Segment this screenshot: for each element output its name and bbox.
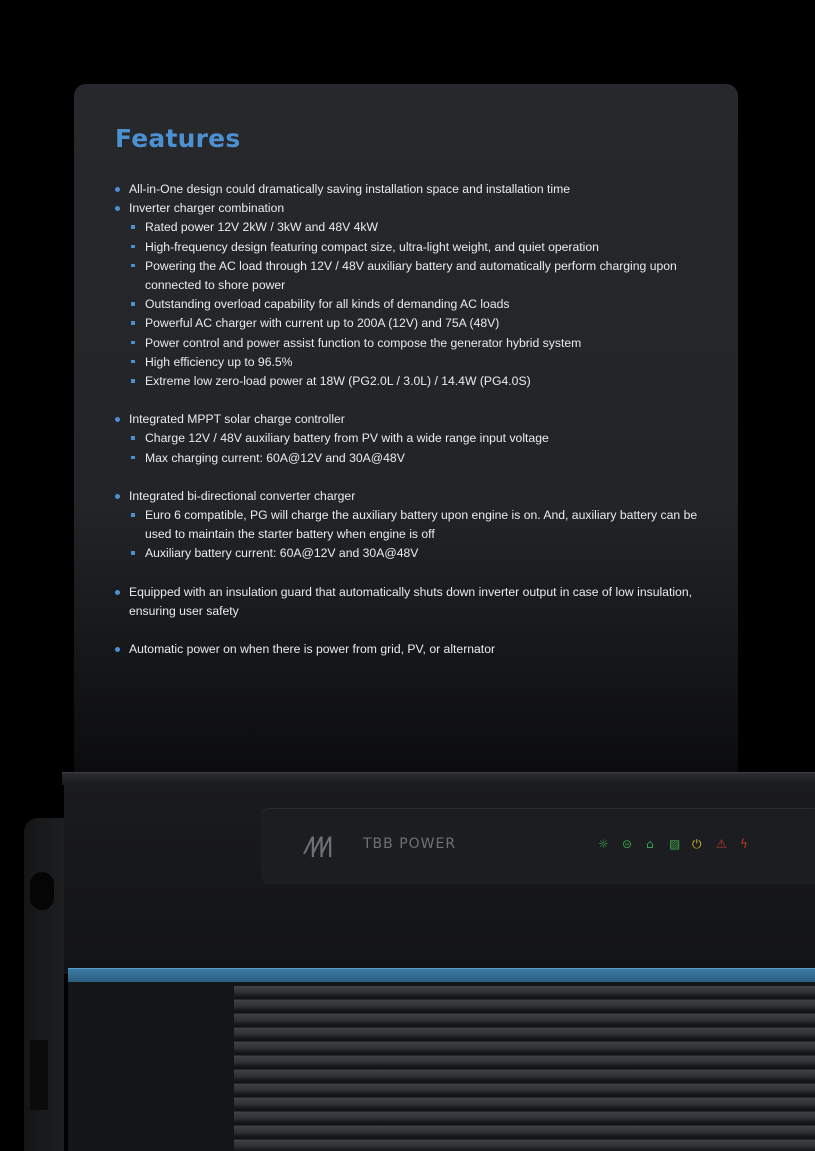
feature-item-text: Automatic power on when there is power from grid, PV, or alternator	[129, 642, 496, 657]
feature-item-text: Integrated bi-directional converter charger	[129, 488, 356, 503]
feature-sublist	[114, 218, 704, 391]
feature-sublist	[114, 429, 704, 467]
feature-subitem: Rated power 12V 2kW / 3kW and 48V 4kW	[130, 218, 704, 237]
feature-subitem: Power control and power assist function to compose the generator hybrid system	[130, 334, 704, 353]
feature-item	[114, 487, 704, 506]
feature-subitem: Extreme low zero-load power at 18W (PG2.0L / 3.0L) / 14.4W (PG4.0S)	[130, 372, 704, 391]
sun-icon: ☼	[598, 837, 609, 851]
features-title: Features	[115, 124, 241, 153]
feature-item	[114, 583, 704, 621]
battery-icon: ▨	[669, 837, 681, 851]
ac-icon: ⊝	[622, 837, 633, 851]
feature-item-text: Inverter charger combination	[129, 201, 285, 216]
feature-group	[114, 487, 704, 564]
feature-subitem: Auxiliary battery current: 60A@12V and 30A@48V	[130, 544, 704, 563]
feature-subitem: Charge 12V / 48V auxiliary battery from PV with a wide range input voltage	[130, 429, 704, 448]
bolt-icon: ϟ	[740, 837, 748, 851]
bracket-slot	[30, 1040, 48, 1110]
feature-subitem: High efficiency up to 96.5%	[130, 353, 704, 372]
device-heatsink-fins	[234, 986, 815, 1151]
feature-item	[114, 640, 704, 659]
feature-item	[114, 180, 704, 199]
bracket-hole	[30, 872, 54, 910]
feature-subitem: Outstanding overload capability for all kinds of demanding AC loads	[130, 295, 704, 314]
feature-subitem: High-frequency design featuring compact size, ultra-light weight, and quiet operation	[130, 238, 704, 257]
features-list	[114, 180, 704, 678]
power-icon: ⏻	[692, 837, 702, 851]
warning-icon: ⚠	[716, 837, 727, 851]
feature-subitem: Max charging current: 60A@12V and 30A@48V	[130, 449, 704, 468]
feature-group	[114, 583, 704, 621]
engine-icon: ⌂	[646, 837, 654, 851]
feature-item-text: Integrated MPPT solar charge controller	[129, 412, 345, 427]
feature-item	[114, 410, 704, 429]
tbb-logo-mark-icon: /|/|/|	[305, 833, 331, 857]
device-brand-text: TBB POWER	[363, 836, 457, 852]
feature-item-text: Equipped with an insulation guard that automatically shuts down inverter output in case of low insulation, ensuring user safety	[129, 584, 692, 618]
feature-sublist	[114, 506, 704, 564]
device-accent-strip	[68, 968, 815, 983]
feature-item	[114, 199, 704, 218]
feature-group	[114, 180, 704, 391]
feature-item-text: All-in-One design could dramatically saving installation space and installation time	[129, 182, 571, 196]
feature-group	[114, 410, 704, 468]
feature-group	[114, 640, 704, 659]
feature-subitem: Euro 6 compatible, PG will charge the auxiliary battery upon engine is on. And, auxiliary battery can be used to maintain the starter battery when engine is off	[130, 506, 704, 544]
feature-subitem: Powerful AC charger with current up to 200A (12V) and 75A (48V)	[130, 314, 704, 333]
feature-subitem: Powering the AC load through 12V / 48V auxiliary battery and automatically perform charging upon connected to shore power	[130, 257, 704, 295]
